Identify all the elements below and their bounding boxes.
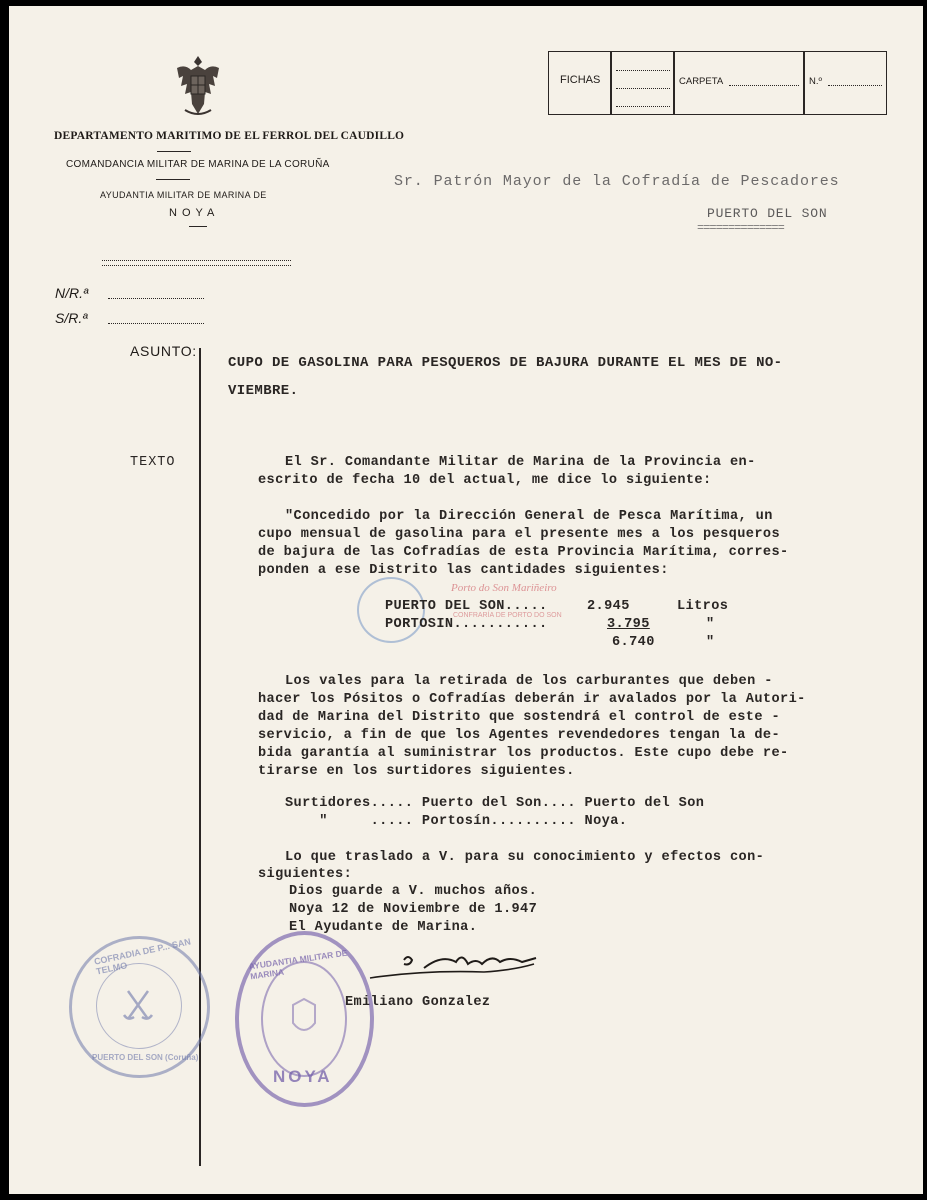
our-reference-label: N/R.ª — [55, 285, 89, 301]
station-line: Surtidores..... Puerto del Son.... Puerto del Son — [285, 796, 705, 811]
station-line: " ..... Portosín.......... Noya. — [285, 814, 628, 829]
coat-of-arms-icon — [171, 54, 225, 120]
body-line: Los vales para la retirada de los carburantes que deben - — [285, 674, 773, 689]
body-line: ponden a ese Distrito las cantidades siguientes: — [258, 563, 669, 578]
dotted-rule — [102, 265, 291, 266]
our-reference-field — [108, 298, 204, 299]
body-line: hacer los Pósitos o Cofradías deberán ir avalados por la Autori- — [258, 692, 806, 707]
recipient-underline: ============== — [697, 221, 784, 235]
office-name: AYUDANTIA MILITAR DE MARINA DE — [100, 190, 267, 200]
allocation-place: PORTOSIN........... — [385, 617, 548, 632]
body-line: servicio, a fin de que los Agentes revendedores tengan la de- — [258, 728, 781, 743]
divider — [189, 226, 207, 227]
signature-icon — [364, 944, 549, 984]
numero-label: N.º — [809, 76, 822, 87]
asunto-label: ASUNTO: — [130, 343, 197, 359]
body-line: dad de Marina del Distrito que sostendrá el control de este - — [258, 710, 781, 725]
body-line: bida garantía al suministrar los productos. Este cupo debe re- — [258, 746, 789, 761]
closing-line: Dios guarde a V. muchos años. — [289, 884, 538, 899]
stamp-text: NOYA — [273, 1067, 333, 1086]
allocation-amount: 3.795 — [607, 617, 650, 632]
stamp-text: COFRADIA DE P... SAN TELMO — [93, 936, 192, 977]
divider — [156, 179, 190, 180]
department-name: DEPARTAMENTO MARITIMO DE EL FERROL DEL CAUDILLO — [54, 130, 405, 142]
anchor-icon — [118, 985, 158, 1025]
dotted-rule — [102, 260, 291, 261]
cofradia-stamp — [69, 936, 210, 1078]
carpeta-label: CARPETA — [679, 76, 724, 87]
recipient-line: Sr. Patrón Mayor de la Cofradía de Pescadores — [394, 173, 840, 190]
watermark-title: Porto do Son Mariñeiro — [451, 582, 557, 594]
crest-icon — [279, 993, 329, 1043]
allocation-amount: 2.945 — [587, 599, 630, 614]
closing-line: El Ayudante de Marina. — [289, 920, 478, 935]
filing-box — [548, 51, 887, 115]
allocation-total: 6.740 — [612, 635, 655, 650]
closing-line: Noya 12 de Noviembre de 1.947 — [289, 902, 538, 917]
stamp-text: AYUDANTIA MILITAR DE MARINA — [248, 947, 348, 982]
recipient-place: PUERTO DEL SON — [707, 206, 828, 221]
allocation-place: PUERTO DEL SON..... — [385, 599, 548, 614]
subject-text — [228, 349, 783, 405]
ayudantia-stamp — [235, 931, 374, 1107]
body-line: tirarse en los surtidores siguientes. — [258, 764, 575, 779]
body-line: cupo mensual de gasolina para el presente mes a los pesqueros — [258, 527, 781, 542]
allocation-unit: " — [706, 635, 715, 650]
body-line: El Sr. Comandante Militar de Marina de la Provincia en- — [285, 455, 756, 470]
allocation-unit: Litros — [677, 599, 729, 614]
command-name: COMANDANCIA MILITAR DE MARINA DE LA CORUÑA — [66, 159, 330, 170]
subject-line: VIEMBRE. — [228, 383, 299, 399]
body-line: "Concedido por la Dirección General de Pesca Marítima, un — [285, 509, 773, 524]
allocation-unit: " — [706, 617, 715, 632]
texto-label: TEXTO — [130, 455, 176, 470]
subject-line: CUPO DE GASOLINA PARA PESQUEROS DE BAJURA DURANTE EL MES DE NO- — [228, 355, 783, 371]
signatory-name: Emiliano Gonzalez — [345, 995, 491, 1010]
your-reference-field — [108, 323, 204, 324]
divider — [157, 151, 191, 152]
body-line: siguientes: — [258, 867, 353, 882]
your-reference-label: S/R.ª — [55, 310, 88, 326]
fichas-label: FICHAS — [560, 74, 601, 86]
document-sheet — [9, 6, 923, 1194]
watermark-subtitle: CONFRARÍA DE PORTO DO SON — [453, 612, 562, 619]
body-line: de bajura de las Cofradías de esta Provincia Marítima, corres- — [258, 545, 789, 560]
body-line: Lo que traslado a V. para su conocimiento y efectos con- — [285, 850, 765, 865]
stamp-text: PUERTO DEL SON (Coruña) — [92, 1053, 199, 1062]
office-town: NOYA — [169, 207, 220, 219]
body-line: escrito de fecha 10 del actual, me dice lo siguiente: — [258, 473, 712, 488]
